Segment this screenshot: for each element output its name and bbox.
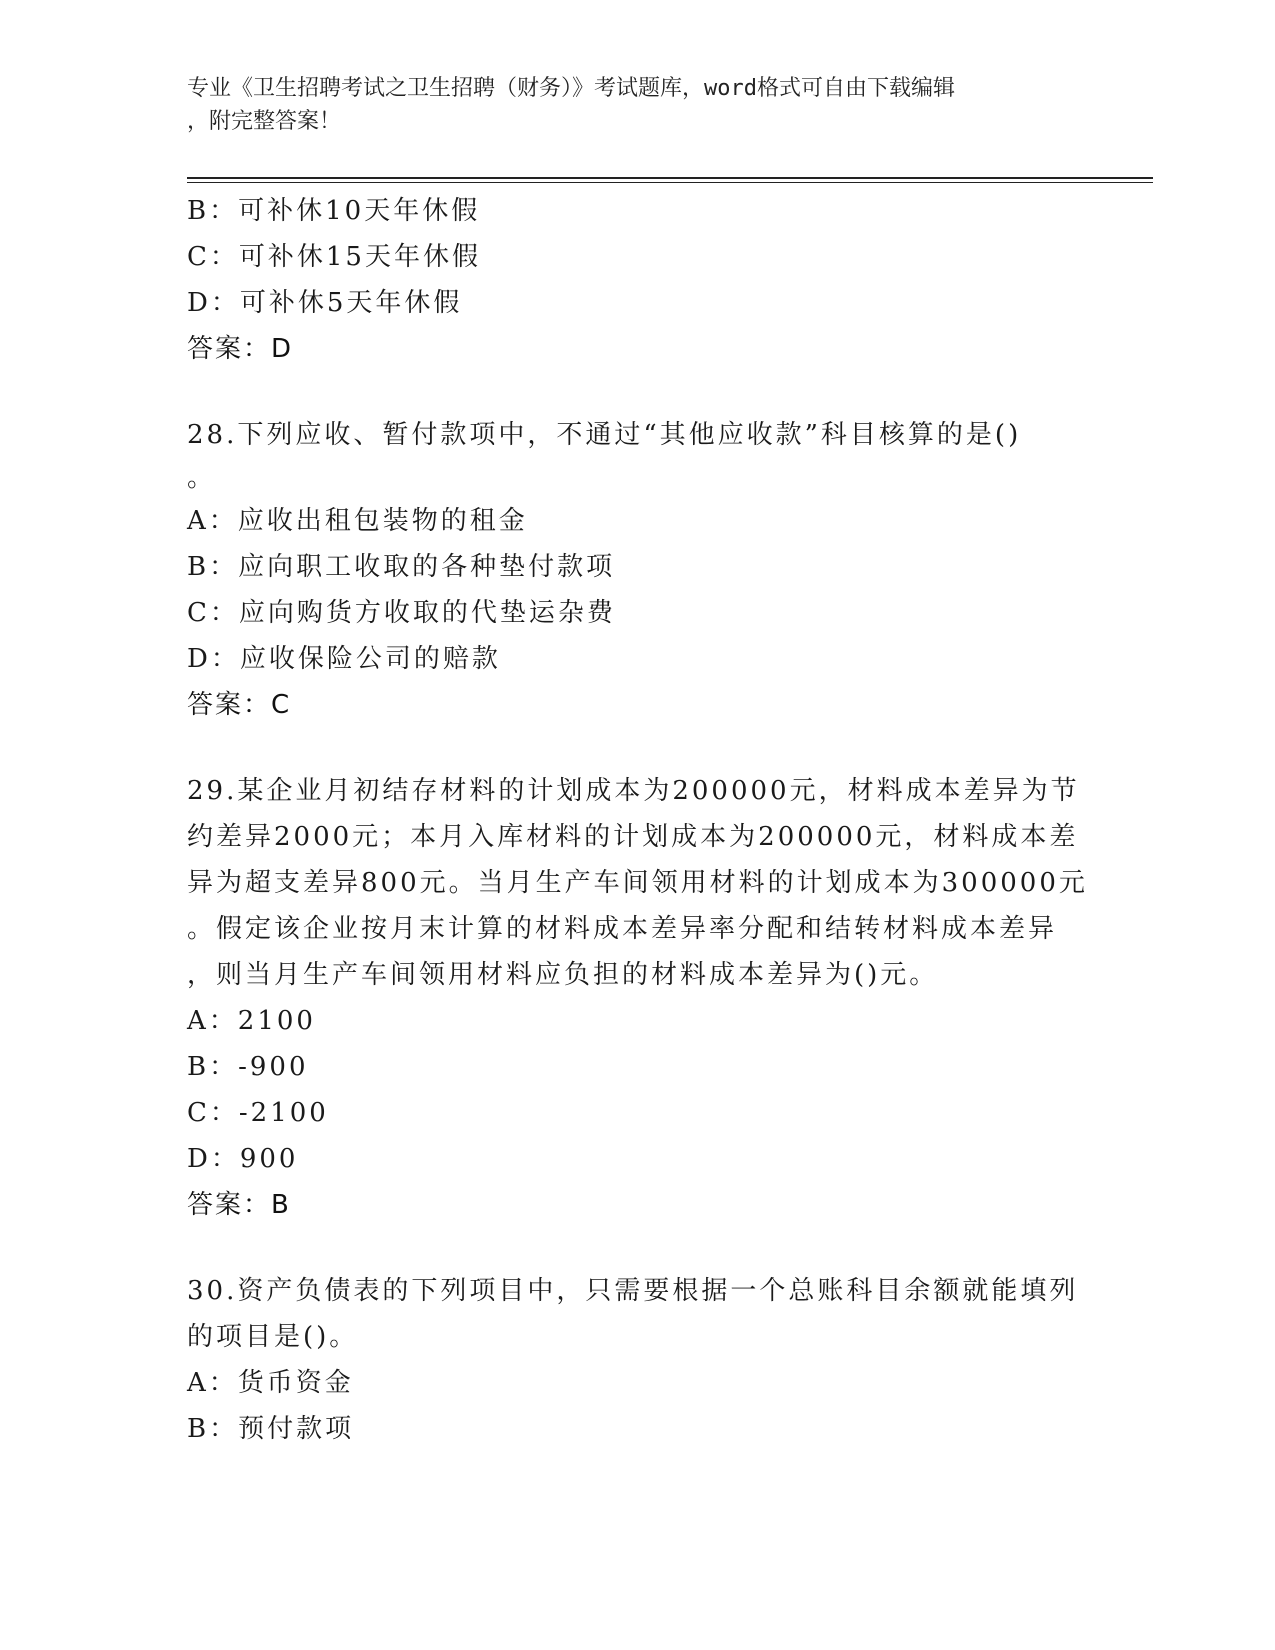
answer-label: 答案：D [187,334,294,364]
option-d: D：900 [187,1144,299,1174]
question-text-line: 30.资产负债表的下列项目中，只需要根据一个总账科目余额就能填列 [187,1276,1079,1306]
question-text-line: 。假定该企业按月末计算的材料成本差异率分配和结转材料成本差异 [187,914,1058,944]
question-text-line: 29.某企业月初结存材料的计划成本为200000元，材料成本差异为节 [187,776,1080,806]
document-body [187,188,1087,1452]
header-line-1: 专业《卫生招聘考试之卫生招聘（财务）》考试题库，word格式可自由下载编辑 [187,76,955,101]
header-divider-thick [187,177,1153,179]
question-27-tail [187,188,1087,372]
answer-label: 答案：C [187,690,292,720]
header-divider-thin [187,182,1153,183]
question-text-line: ，则当月生产车间领用材料应负担的材料成本差异为()元。 [187,960,939,990]
option-c: C：应向购货方收取的代垫运杂费 [187,598,616,628]
option-a: A：应收出租包装物的租金 [187,506,528,536]
option-b: B：-900 [187,1052,309,1082]
option-c: C：可补休15天年休假 [187,242,481,272]
header-line-2: ，附完整答案！ [187,109,342,134]
question-28 [187,412,1087,728]
option-b: B：可补休10天年休假 [187,196,481,226]
question-text-line: 约差异2000元；本月入库材料的计划成本为200000元，材料成本差 [187,822,1079,852]
question-text-line: 。 [187,463,217,493]
question-29 [187,768,1087,1228]
option-d: D：应收保险公司的赔款 [187,644,501,674]
question-text-line: 28.下列应收、暂付款项中，不通过“其他应收款”科目核算的是() [187,420,1022,450]
option-b: B：应向职工收取的各种垫付款项 [187,552,616,582]
answer-label: 答案：B [187,1190,291,1220]
option-d: D：可补休5天年休假 [187,288,463,318]
question-30 [187,1268,1087,1452]
option-b: B：预付款项 [187,1414,355,1444]
document-header [187,72,1067,138]
option-a: A：2100 [187,1006,316,1036]
option-a: A：货币资金 [187,1368,354,1398]
option-c: C：-2100 [187,1098,329,1128]
question-text-line: 的项目是()。 [187,1322,359,1352]
question-text-line: 异为超支差异800元。当月生产车间领用材料的计划成本为300000元 [187,868,1088,898]
